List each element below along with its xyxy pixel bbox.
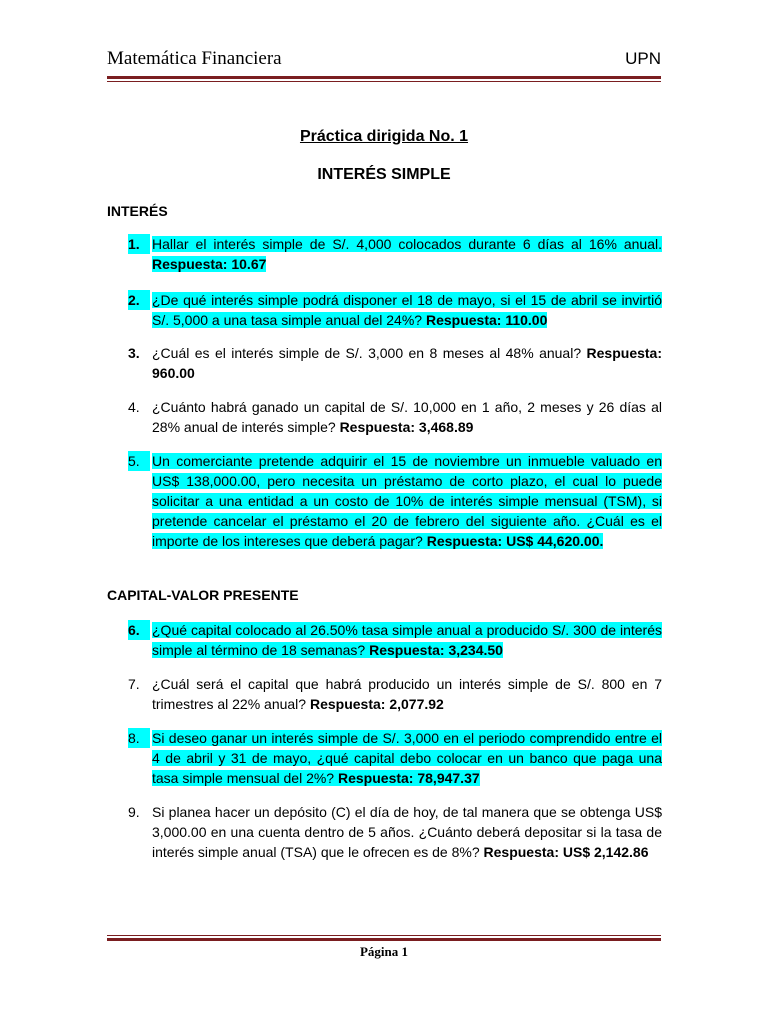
footer-rule-thin <box>107 935 661 936</box>
exercise-number: 6. <box>128 620 150 640</box>
exercise-text: Si deseo ganar un interés simple de S/. 3,000 en el periodo comprendido entre el 4 de abril y 31 de mayo, ¿qué capital debo colocar en un banco que paga una tasa simple mensual del 2%? Respuesta: 78,947.37 <box>152 730 662 786</box>
exercise-item-6 <box>128 620 662 660</box>
exercise-item-7 <box>128 674 662 714</box>
document-subtitle: INTERÉS SIMPLE <box>317 166 451 183</box>
exercise-answer: Respuesta: US$ 2,142.86 <box>483 844 649 860</box>
exercise-text: ¿Qué capital colocado al 26.50% tasa simple anual a producido S/. 300 de interés simple al término de 18 semanas? Respuesta: 3,234.50 <box>152 622 662 658</box>
exercise-number: 4. <box>128 399 140 415</box>
exercise-text: Un comerciante pretende adquirir el 15 de noviembre un inmueble valuado en US$ 138,000.00, pero necesita un préstamo de corto plazo, el cual lo puede solicitar a una entidad a un costo de 10% de interés simple mensual (TSM), si pretende cancelar el préstamo el 20 de febrero del siguiente año. ¿Cuál es el importe de los intereses que deberá pagar? Respuesta: US$ 44,620.00. <box>152 453 662 549</box>
exercise-answer: Respuesta: 110.00 <box>425 312 548 328</box>
exercise-item-1 <box>128 234 662 274</box>
header-course-title: Matemática Financiera <box>107 48 282 69</box>
header-rule-thick <box>107 76 661 79</box>
exercise-text: Hallar el interés simple de S/. 4,000 colocados durante 6 días al 16% anual. Respuesta: 10.67 <box>152 236 662 272</box>
exercise-item-3 <box>128 343 662 383</box>
exercise-number: 8. <box>128 728 150 748</box>
exercise-item-2 <box>128 290 662 330</box>
exercise-answer: Respuesta: US$ 44,620.00. <box>426 533 604 549</box>
section-heading-interes: INTERÉS <box>107 203 168 219</box>
exercise-answer: Respuesta: 78,947.37 <box>338 770 480 786</box>
exercise-item-8 <box>128 728 662 788</box>
document-title: Práctica dirigida No. 1 <box>299 128 469 145</box>
exercise-number: 2. <box>128 290 150 310</box>
footer-rule-thick <box>107 938 661 941</box>
exercise-text: ¿Cuál será el capital que habrá producido un interés simple de S/. 800 en 7 trimestres al 22% anual? Respuesta: 2,077.92 <box>152 676 662 712</box>
exercise-number: 1. <box>128 234 150 254</box>
exercise-number: 5. <box>128 451 150 471</box>
exercise-text: ¿De qué interés simple podrá disponer el 18 de mayo, si el 15 de abril se invirtió S/. 5,000 a una tasa simple anual del 24%? Respuesta: 110.00 <box>152 292 662 328</box>
exercise-item-4 <box>128 397 662 437</box>
exercise-number: 9. <box>128 804 140 820</box>
section-heading-capital: CAPITAL-VALOR PRESENTE <box>107 587 299 603</box>
header-rule-thin <box>107 81 661 82</box>
exercise-text: ¿Cuánto habrá ganado un capital de S/. 10,000 en 1 año, 2 meses y 26 días al 28% anual de interés simple? Respuesta: 3,468.89 <box>152 399 662 435</box>
exercise-item-9 <box>128 802 662 862</box>
page-number: Página 1 <box>359 944 409 959</box>
exercise-answer: Respuesta: 960.00 <box>152 345 662 381</box>
page-header <box>107 48 661 74</box>
exercise-answer: Respuesta: 3,234.50 <box>369 642 503 658</box>
exercise-item-5 <box>128 451 662 551</box>
exercise-answer: Respuesta: 10.67 <box>152 256 267 272</box>
exercise-answer: Respuesta: 2,077.92 <box>309 696 444 712</box>
exercise-answer: Respuesta: 3,468.89 <box>339 419 474 435</box>
exercise-text: ¿Cuál es el interés simple de S/. 3,000 en 8 meses al 48% anual? Respuesta: 960.00 <box>152 345 662 381</box>
exercise-number: 3. <box>128 345 140 361</box>
header-institution: UPN <box>625 49 661 68</box>
exercise-number: 7. <box>128 676 140 692</box>
exercise-text: Si planea hacer un depósito (C) el día de hoy, de tal manera que se obtenga US$ 3,000.00 en una cuenta dentro de 5 años. ¿Cuánto deberá depositar si la tasa de interés simple anual (TSA) que le ofrecen es de 8%? Respuesta: US$ 2,142.86 <box>152 804 662 860</box>
